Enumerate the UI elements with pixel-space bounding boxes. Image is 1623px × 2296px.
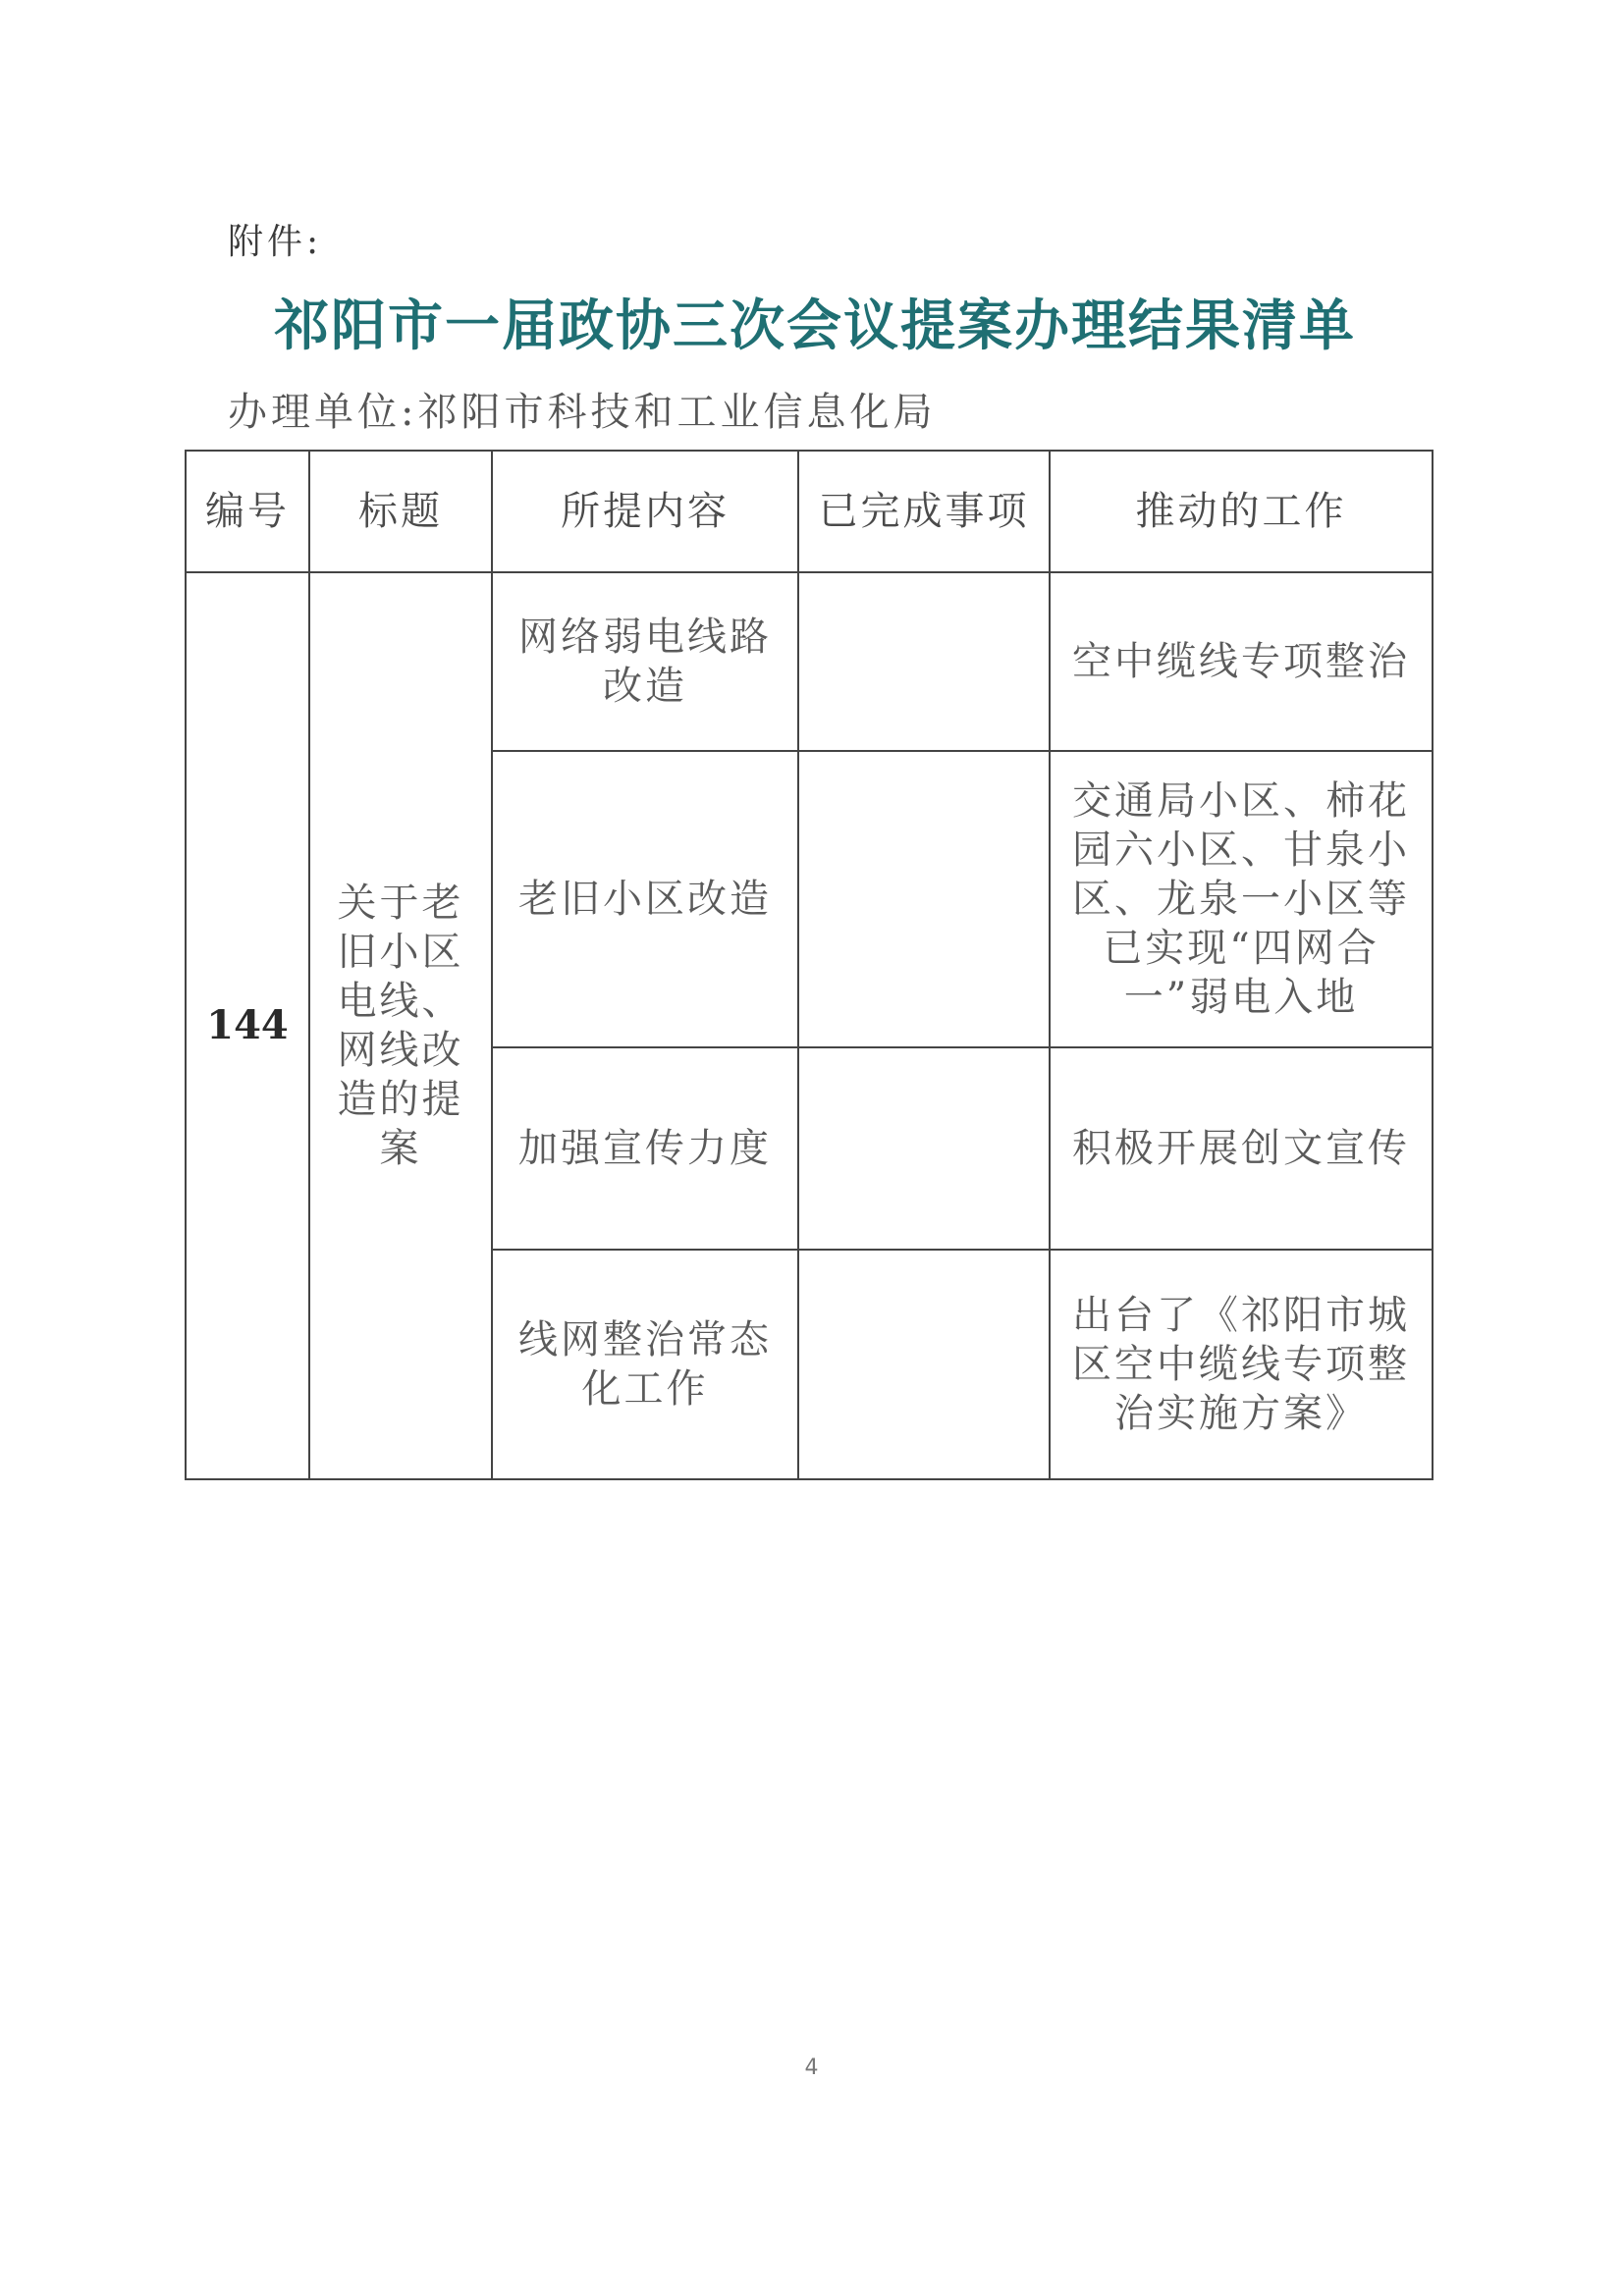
content-cell: 老旧小区改造 xyxy=(492,751,798,1047)
proposal-title: 关于老旧小区电线、网线改造的提案 xyxy=(309,572,492,1479)
handling-unit: 办理单位:祁阳市科技和工业信息化局 xyxy=(228,390,937,435)
header-title: 标题 xyxy=(309,451,492,572)
proposal-number: 144 xyxy=(186,572,309,1479)
header-completed: 已完成事项 xyxy=(798,451,1050,572)
document-title: 祁阳市一届政协三次会议提案办理结果清单 xyxy=(274,294,1356,358)
work-cell: 出台了《祁阳市城区空中缆线专项整治实施方案》 xyxy=(1050,1250,1433,1479)
content-cell: 线网整治常态化工作 xyxy=(492,1250,798,1479)
table-row xyxy=(186,572,1433,751)
attachment-label: 附件: xyxy=(228,222,323,262)
header-content: 所提内容 xyxy=(492,451,798,572)
content-cell: 加强宣传力度 xyxy=(492,1047,798,1250)
completed-cell xyxy=(798,751,1050,1047)
header-number: 编号 xyxy=(186,451,309,572)
header-work: 推动的工作 xyxy=(1050,451,1433,572)
page-number: 4 xyxy=(804,2056,819,2080)
results-table xyxy=(185,450,1434,1480)
work-cell: 交通局小区、柿花园六小区、甘泉小区、龙泉一小区等已实现“四网合一”弱电入地 xyxy=(1050,751,1433,1047)
completed-cell xyxy=(798,1250,1050,1479)
content-cell: 网络弱电线路改造 xyxy=(492,572,798,751)
completed-cell xyxy=(798,572,1050,751)
work-cell: 空中缆线专项整治 xyxy=(1050,572,1433,751)
completed-cell xyxy=(798,1047,1050,1250)
work-cell: 积极开展创文宣传 xyxy=(1050,1047,1433,1250)
table-header-row xyxy=(186,451,1433,572)
